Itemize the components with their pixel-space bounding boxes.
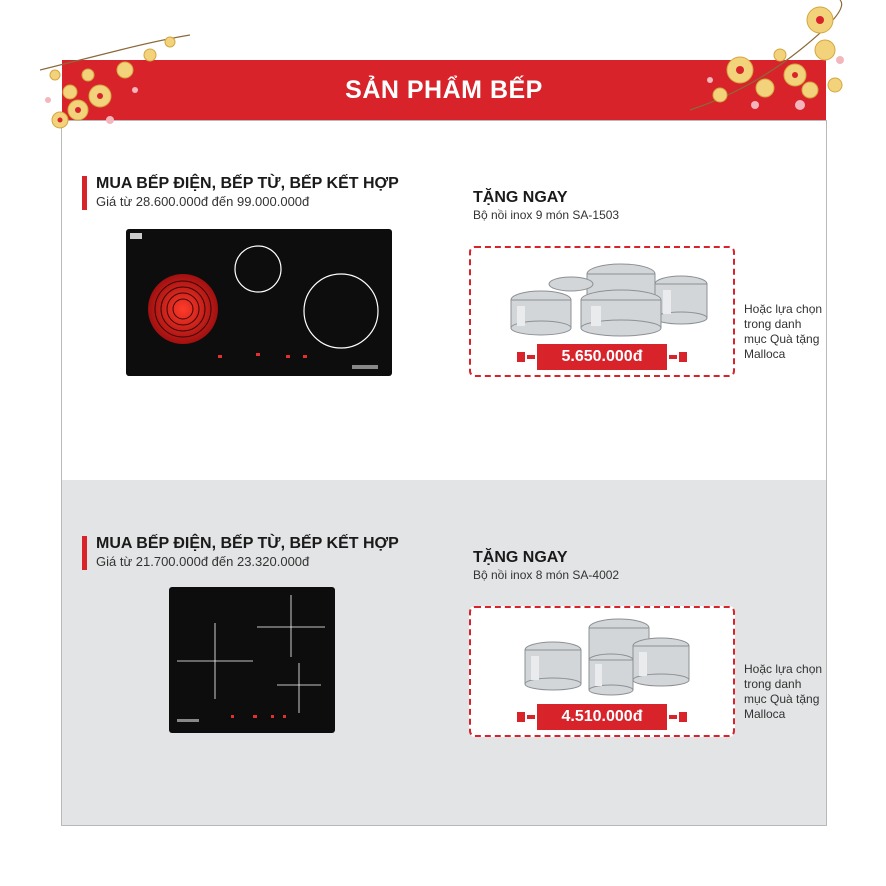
promo-2-gift-name: Bộ nồi inox 8 món SA-4002	[473, 568, 620, 582]
promo-2-alternative-gift-note: Hoặc lựa chọn trong danh mục Quà tặng Malloca	[744, 662, 823, 721]
cookware-set-1-image-icon	[471, 248, 733, 348]
promo-1-gift-price: 5.650.000đ	[537, 344, 667, 370]
promo-2-accent-bar	[82, 536, 87, 570]
promo-1-title: MUA BẾP ĐIỆN, BẾP TỪ, BẾP KẾT HỢP	[96, 175, 399, 192]
promo-2-price-range: Giá từ 21.700.000đ đến 23.320.000đ	[96, 554, 310, 569]
promo-1-gift-heading: TẶNG NGAY	[473, 189, 568, 206]
promo-1-alternative-gift-note: Hoặc lựa chọn trong danh mục Quà tặng Malloca	[744, 302, 823, 361]
blossom-left-decoration-icon	[40, 30, 190, 140]
price-ribbon-ornament-icon	[471, 344, 733, 370]
promo-1-gift-name: Bộ nồi inox 9 món SA-1503	[473, 208, 620, 222]
combined-cooktop-image[interactable]	[126, 229, 392, 376]
cooktop-2-graphic-icon	[169, 587, 335, 733]
promo-2-gift-price: 4.510.000đ	[537, 704, 667, 730]
promo-1-accent-bar	[82, 176, 87, 210]
cooktop-1-graphic-icon	[126, 229, 392, 376]
price-ribbon-ornament-icon	[471, 704, 733, 730]
blossom-right-decoration-icon	[650, 0, 850, 125]
cookware-set-2-image-icon	[471, 608, 733, 708]
promo-1-price-range: Giá từ 28.600.000đ đến 99.000.000đ	[96, 194, 310, 209]
promo-2-gift-heading: TẶNG NGAY	[473, 549, 568, 566]
promo-2-title: MUA BẾP ĐIỆN, BẾP TỪ, BẾP KẾT HỢP	[96, 535, 399, 552]
induction-cooktop-image[interactable]	[169, 587, 335, 733]
promo-1-gift-card[interactable]	[469, 246, 735, 377]
promo-2-gift-card[interactable]	[469, 606, 735, 737]
page-title: SẢN PHẨM BẾP	[345, 75, 543, 104]
